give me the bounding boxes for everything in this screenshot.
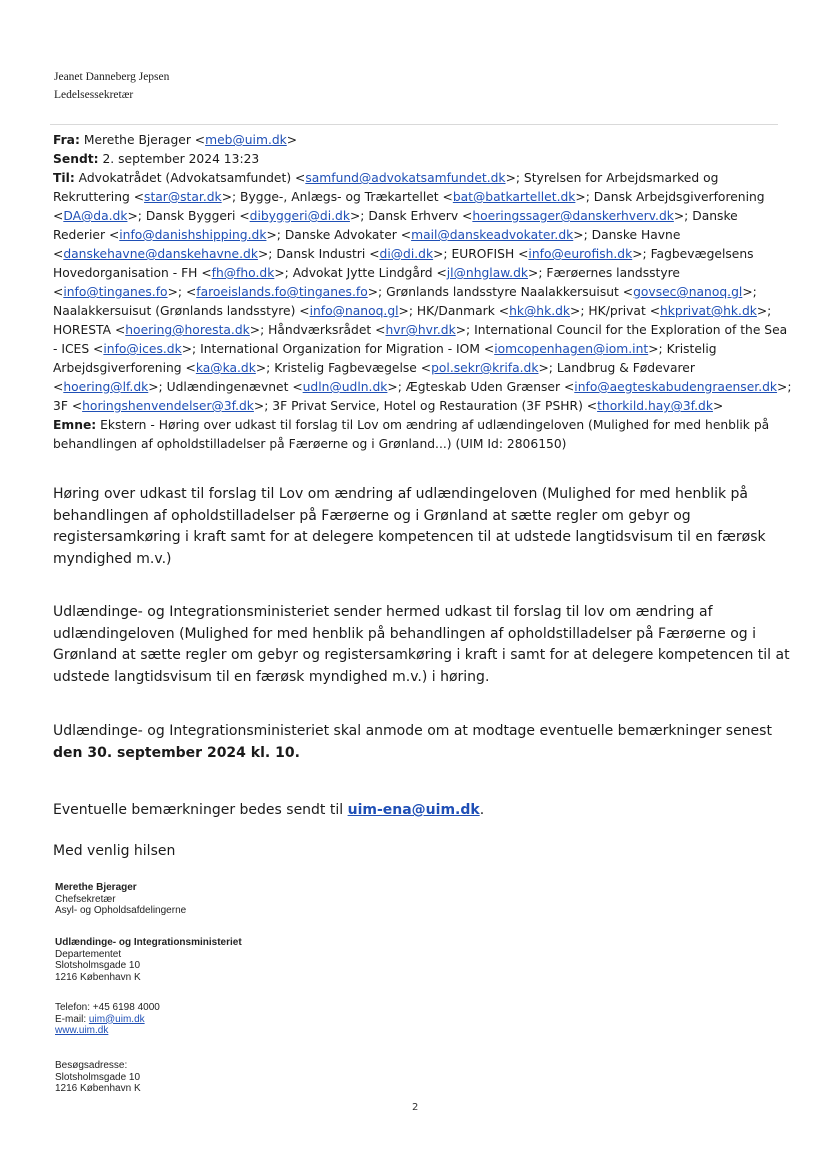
recipient: 3F <horingshenvendelser@3f.dk>; bbox=[53, 399, 273, 413]
recipient-name: Danske Advokater bbox=[284, 228, 401, 242]
recipient: Bygge-, Anlægs- og Trækartellet <bat@batkartellet.dk>; bbox=[240, 190, 594, 204]
recipient-name: Advokatrådet (Advokatsamfundet) bbox=[78, 171, 296, 185]
signature-name: Merethe Bjerager bbox=[55, 882, 137, 893]
body-paragraph-3: Eventuelle bemærkninger bedes sendt til uim-ena@uim.dk. bbox=[53, 802, 485, 818]
recipient-name: Dansk Arbejdsgiverforening bbox=[593, 190, 765, 204]
recipient-name: International Organization for Migration - IOM bbox=[200, 342, 484, 356]
signature-phone: Telefon: +45 6198 4000 bbox=[55, 1002, 160, 1013]
recipient-name: Danske Rederier bbox=[53, 209, 738, 242]
closing: Med venlig hilsen bbox=[53, 843, 176, 859]
body-heading: Høring over udkast til forslag til Lov om ændring af udlændingeloven (Mulighed for med henblik på behandlingen af opholdstilladelser på Færøerne og i Grønland at sætte regler om gebyr og registersamkøring i kraft samt for at delegere kompetencen til at udstede langtidsvisum til en færøsk myndighed m.v.) bbox=[53, 486, 766, 567]
recipient-name: Fagbevægelsens Hovedorganisation - FH bbox=[53, 247, 754, 280]
recipient: Naalakkersuisut (Grønlands landsstyre) <info@nanoq.gl>; bbox=[53, 304, 417, 318]
recipient: Håndværksrådet <hvr@hvr.dk>; bbox=[268, 323, 475, 337]
email-metadata bbox=[53, 131, 793, 454]
sent-line: Sendt: 2. september 2024 13:23 bbox=[53, 152, 260, 166]
recipient-email-link[interactable]: mail@danskeadvokater.dk bbox=[411, 228, 574, 242]
signature-email-link[interactable]: uim@uim.dk bbox=[88, 1013, 145, 1025]
recipient: <faroeislands.fo@tinganes.fo>; bbox=[185, 285, 387, 299]
recipient-email-link[interactable]: udln@udln.dk bbox=[302, 380, 388, 394]
recipient-name: HK/privat bbox=[588, 304, 650, 318]
recipient-name: Kristelig Fagbevægelse bbox=[274, 361, 421, 375]
recipient-name: Styrelsen for Arbejdsmarked og Rekruttering bbox=[53, 171, 719, 204]
page-number: 2 bbox=[412, 1102, 419, 1113]
header-title: Ledelsessekretær bbox=[54, 89, 134, 101]
recipient-email-link[interactable]: DA@da.dk bbox=[63, 209, 128, 223]
body-paragraph-2: Udlændinge- og Integrationsministeriet skal anmode om at modtage eventuelle bemærkninger senest den 30. september 2024 kl. 10. bbox=[53, 723, 772, 761]
recipient-email-link[interactable]: info@aegteskabudengraenser.dk bbox=[574, 380, 778, 394]
recipient-name: 3F Privat Service, Hotel og Restauration (3F PSHR) bbox=[272, 399, 587, 413]
recipient-name: Bygge-, Anlægs- og Trækartellet bbox=[240, 190, 443, 204]
recipient-name: Dansk Byggeri bbox=[145, 209, 240, 223]
from-email-link[interactable]: meb@uim.dk bbox=[205, 133, 287, 147]
response-email-link[interactable]: uim-ena@uim.dk bbox=[347, 802, 480, 818]
recipient-name: Landbrug & Fødevarer bbox=[556, 361, 695, 375]
recipient: Danske Rederier <info@danishshipping.dk>; bbox=[53, 209, 738, 242]
recipient-name: Dansk Industri bbox=[276, 247, 370, 261]
recipient-name: Grønlands landsstyre Naalakkersuisut bbox=[386, 285, 623, 299]
recipient-email-link[interactable]: info@tinganes.fo bbox=[63, 285, 168, 299]
recipient-name: Håndværksrådet bbox=[268, 323, 376, 337]
recipient-email-link[interactable]: iomcopenhagen@iom.int bbox=[494, 342, 649, 356]
recipient-email-link[interactable]: faroeislands.fo@tinganes.fo bbox=[196, 285, 368, 299]
recipient-email-link[interactable]: info@danishshipping.dk bbox=[119, 228, 267, 242]
recipient-email-link[interactable]: fh@fho.dk bbox=[211, 266, 275, 280]
recipient-email-link[interactable]: hoering@horesta.dk bbox=[125, 323, 250, 337]
header-divider bbox=[50, 124, 778, 125]
recipient: International Council for the Exploration of the Sea - ICES <info@ices.dk>; bbox=[53, 323, 788, 356]
deadline: den 30. september 2024 kl. 10. bbox=[53, 744, 300, 761]
recipient-email-link[interactable]: danskehavne@danskehavne.dk bbox=[63, 247, 258, 261]
recipient-name: Naalakkersuisut (Grønlands landsstyre) bbox=[53, 304, 300, 318]
signature-department: Asyl- og Opholdsafdelingerne bbox=[55, 905, 187, 916]
recipient-name: Færøernes landsstyre bbox=[546, 266, 680, 280]
to-line: Til: Advokatrådet (Advokatsamfundet) <samfund@advokatsamfundet.dk>; Styrelsen for Arbejdsmarked og Rekruttering <star@star.dk>; Bygge-, Anlægs- og Trækartellet <bat@batkartellet.dk>; Dansk Arbejdsgiverforening <DA@da.dk>; Dansk Byggeri <dibyggeri@di.dk>; Dansk Erhverv <hoeringssager@danskerhverv.dk>; Danske Rederier <info@danishshipping.dk>; Danske Advokater <mail@danskeadvokater.dk>; Danske Havne <danskehavne@danskehavne.dk>; Dansk Industri <di@di.dk>; EUROFISH <info@eurofish.dk>; Fagbevægelsens Hovedorganisation - FH <fh@fho.dk>; Advokat Jytte Lindgård <jl@nhglaw.dk>; Færøernes landsstyre <info@tinganes.fo>; <faroeislands.fo@tinganes.fo>; Grønlands landsstyre Naalakkersuisut <govsec@nanoq.gl>; Naalakkersuisut (Grønlands landsstyre) <info@nanoq.gl>; HK/Danmark <hk@hk.dk>; HK/privat <hkprivat@hk.dk>; HORESTA <hoering@horesta.dk>; Håndværksrådet <hvr@hvr.dk>; International Council for the Exploration of the Sea - ICES <info@ices.dk>; International Organization for Migration - IOM <iomcopenhagen@iom.int>; Kristelig Arbejdsgiverforening <ka@ka.dk>; Kristelig Fagbevægelse <pol.sekr@krifa.dk>; Landbrug & Fødevarer <hoering@lf.dk>; Udlændingenævnet <udln@udln.dk>; Ægteskab Uden Grænser <info@aegteskabudengraenser.dk>; 3F <horingshenvendelser@3f.dk>; 3F Privat Service, Hotel og Restauration (3F PSHR) <thorkild.hay@3f.dk> bbox=[53, 171, 792, 413]
recipient-email-link[interactable]: ka@ka.dk bbox=[195, 361, 256, 375]
letter-header bbox=[54, 68, 169, 104]
subject-line: Emne: Ekstern - Høring over udkast til forslag til Lov om ændring af udlændingeloven (Mulighed for med henblik på behandlingen af opholdstilladelser på Færøerne og i Grønland...) (UIM Id: 2806150) bbox=[53, 418, 770, 451]
recipient-name: Danske Havne bbox=[591, 228, 681, 242]
recipient: Grønlands landsstyre Naalakkersuisut <govsec@nanoq.gl>; bbox=[386, 285, 757, 299]
recipient-name: International Council for the Exploration of the Sea - ICES bbox=[53, 323, 788, 356]
recipient: HORESTA <hoering@horesta.dk>; bbox=[53, 323, 269, 337]
recipient: EUROFISH <info@eurofish.dk>; bbox=[451, 247, 651, 261]
recipient-email-link[interactable]: info@ices.dk bbox=[103, 342, 182, 356]
signature-role: Chefsekretær bbox=[55, 893, 116, 905]
recipient: Dansk Arbejdsgiverforening <DA@da.dk>; bbox=[53, 190, 765, 223]
signature-web-link[interactable]: www.uim.dk bbox=[55, 1025, 109, 1036]
from-line: Fra: Merethe Bjerager <meb@uim.dk> bbox=[53, 133, 298, 147]
recipient-name: 3F bbox=[53, 399, 72, 413]
recipient: Dansk Byggeri <dibyggeri@di.dk>; bbox=[145, 209, 369, 223]
recipient-email-link[interactable]: govsec@nanoq.gl bbox=[633, 285, 743, 299]
recipient: Landbrug & Fødevarer <hoering@lf.dk>; bbox=[53, 361, 695, 394]
signature-contact: Telefon: +45 6198 4000 E-mail: uim@uim.dk www.uim.dk bbox=[55, 1002, 160, 1036]
recipient-email-link[interactable]: jl@nhglaw.dk bbox=[446, 266, 529, 280]
recipient: Kristelig Arbejdsgiverforening <ka@ka.dk>; bbox=[53, 342, 717, 375]
recipient: Danske Havne <danskehavne@danskehavne.dk>; bbox=[53, 228, 681, 261]
recipient: International Organization for Migration - IOM <iomcopenhagen@iom.int>; bbox=[200, 342, 667, 356]
recipient-email-link[interactable]: samfund@advokatsamfundet.dk bbox=[305, 171, 506, 185]
recipient-name: HK/Danmark bbox=[416, 304, 499, 318]
recipient: Advokat Jytte Lindgård <jl@nhglaw.dk>; bbox=[292, 266, 547, 280]
recipient: 3F Privat Service, Hotel og Restauration (3F PSHR) <thorkild.hay@3f.dk> bbox=[272, 399, 724, 413]
recipient-name: Ægteskab Uden Grænser bbox=[405, 380, 564, 394]
signature-organisation: Udlændinge- og Integrationsministeriet Departementet Slotsholmsgade 10 1216 København K bbox=[55, 937, 242, 983]
recipient-email-link[interactable]: dibyggeri@di.dk bbox=[249, 209, 350, 223]
recipient-email-link[interactable]: horingshenvendelser@3f.dk bbox=[82, 399, 254, 413]
recipient: Færøernes landsstyre <info@tinganes.fo>; bbox=[53, 266, 680, 299]
recipient-name: HORESTA bbox=[53, 323, 115, 337]
signature-ministry: Udlændinge- og Integrationsministeriet bbox=[55, 937, 242, 948]
recipient: Danske Advokater <mail@danskeadvokater.dk>; bbox=[284, 228, 592, 242]
recipient: Ægteskab Uden Grænser <info@aegteskabudengraenser.dk>; bbox=[405, 380, 792, 394]
recipient-email-link[interactable]: hvr@hvr.dk bbox=[385, 323, 456, 337]
recipient: HK/Danmark <hk@hk.dk>; bbox=[416, 304, 589, 318]
recipient: Fagbevægelsens Hovedorganisation - FH <fh@fho.dk>; bbox=[53, 247, 754, 280]
recipient-email-link[interactable]: pol.sekr@krifa.dk bbox=[431, 361, 539, 375]
recipient: Dansk Erhverv <hoeringssager@danskerhverv.dk>; bbox=[368, 209, 693, 223]
recipient-name: Udlændingenævnet bbox=[166, 380, 293, 394]
signature-person bbox=[55, 882, 186, 917]
recipient: Udlændingenævnet <udln@udln.dk>; bbox=[166, 380, 406, 394]
recipient-name: Dansk Erhverv bbox=[368, 209, 463, 223]
body-paragraph-1: Udlændinge- og Integrationsministeriet sender hermed udkast til forslag til lov om ændring af udlændingeloven (Mulighed for med henblik på behandlingen af opholdstilladelser på Færøerne og i Grønland at sætte regler om gebyr og registersamkøring i kraft i samt for at delegere kompetencen til at udstede langtidsvisum til en færøsk myndighed m.v.) i høring. bbox=[53, 604, 790, 685]
recipient-name: EUROFISH bbox=[451, 247, 519, 261]
recipient-email-link[interactable]: hkprivat@hk.dk bbox=[660, 304, 757, 318]
recipient-email-link[interactable]: hoeringssager@danskerhverv.dk bbox=[472, 209, 674, 223]
recipient-email-link[interactable]: di@di.dk bbox=[379, 247, 434, 261]
recipient: Kristelig Fagbevægelse <pol.sekr@krifa.dk>; bbox=[274, 361, 557, 375]
header-name: Jeanet Danneberg Jepsen bbox=[54, 71, 170, 83]
recipient-email-link[interactable]: thorkild.hay@3f.dk bbox=[597, 399, 713, 413]
recipient-email-link[interactable]: hoering@lf.dk bbox=[63, 380, 149, 394]
recipient-email-link[interactable]: info@eurofish.dk bbox=[528, 247, 633, 261]
recipient-email-link[interactable]: bat@batkartellet.dk bbox=[452, 190, 576, 204]
recipient-name: Advokat Jytte Lindgård bbox=[292, 266, 437, 280]
recipient: HK/privat <hkprivat@hk.dk>; bbox=[588, 304, 772, 318]
recipient-list bbox=[53, 171, 792, 413]
recipient-name: Kristelig Arbejdsgiverforening bbox=[53, 342, 717, 375]
recipient-email-link[interactable]: info@nanoq.gl bbox=[309, 304, 399, 318]
recipient: Dansk Industri <di@di.dk>; bbox=[276, 247, 452, 261]
signature-visit-address: Besøgsadresse: Slotsholmsgade 10 1216 København K bbox=[55, 1060, 141, 1094]
subject-value: Ekstern - Høring over udkast til forslag til Lov om ændring af udlændingeloven (Mulighed for med henblik på behandlingen af opholdstilladelser på Færøerne og i Grønland...) (UIM Id: 2806150) bbox=[53, 418, 770, 451]
recipient-email-link[interactable]: hk@hk.dk bbox=[509, 304, 571, 318]
recipient-email-link[interactable]: star@star.dk bbox=[144, 190, 222, 204]
recipient: Advokatrådet (Advokatsamfundet) <samfund@advokatsamfundet.dk>; bbox=[78, 171, 524, 185]
recipient: Styrelsen for Arbejdsmarked og Rekruttering <star@star.dk>; bbox=[53, 171, 719, 204]
